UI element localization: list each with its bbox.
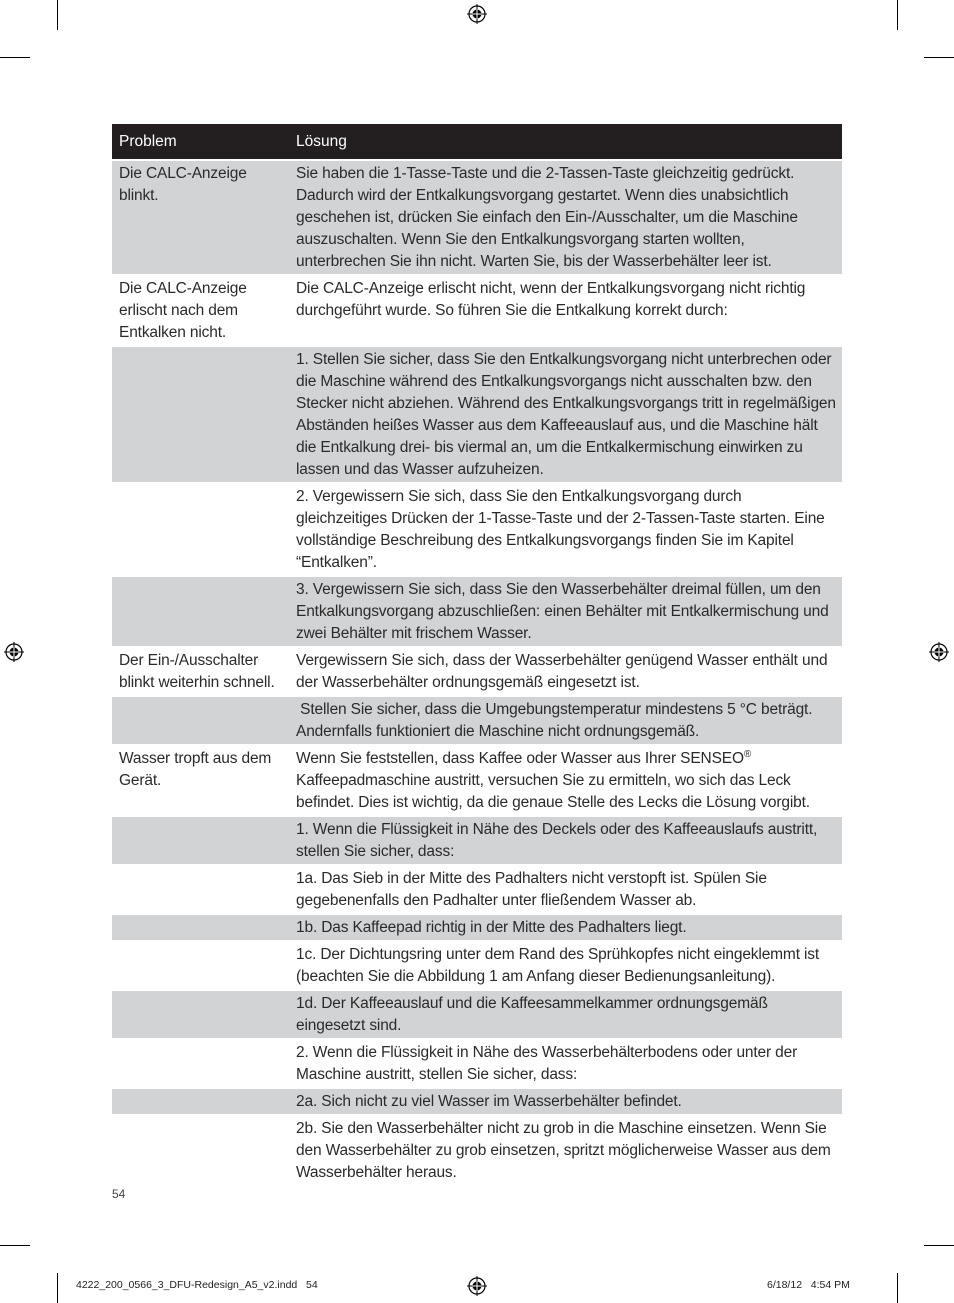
table-row [112,275,842,346]
table-row [112,160,842,275]
troubleshooting-table-container [112,124,842,1187]
solution-cell: 2b. Sie den Wasserbehälter nicht zu grob in die Maschine einsetzen. Wenn Sie den Wasserbehälter zu grob einsetzen, spritzt möglicherweise Wasser aus dem Wasserbehälter heraus. [289,1115,842,1186]
crop-mark [0,1245,30,1246]
problem-cell [112,914,289,941]
crop-mark [924,1245,954,1246]
table-row [112,346,842,483]
column-header-solution: Lösung [289,124,842,160]
solution-cell: Vergewissern Sie sich, dass der Wasserbehälter genügend Wasser enthält und der Wasserbehälter ordnungsgemäß eingesetzt ist. [289,647,842,696]
problem-cell: Die CALC-Anzeige blinkt. [112,160,289,275]
solution-cell: Sie haben die 1-Tasse-Taste und die 2-Tassen-Taste gleichzeitig gedrückt. Dadurch wird der Entkalkungsvorgang gestartet. Wenn dies unabsichtlich geschehen ist, drücken Sie einfach den Ein-/Ausschalter, um die Maschine auszuschalten. Wenn Sie den Entkalkungsvorgang starten wollten, unterbrechen Sie ihn nicht. Warten Sie, bis der Wasserbehälter leer ist. [289,160,842,275]
problem-cell [112,576,289,647]
problem-cell [112,483,289,576]
crop-mark [57,1273,58,1303]
solution-cell: 1. Wenn die Flüssigkeit in Nähe des Deckels oder des Kaffeeauslaufs austritt, stellen Sie sicher, dass: [289,816,842,865]
registration-mark-icon [929,642,949,662]
table-row [112,1115,842,1186]
solution-text: Wenn Sie feststellen, dass Kaffee oder Wasser aus Ihrer SENSEO [296,750,744,767]
solution-cell: 1. Stellen Sie sicher, dass Sie den Entkalkungsvorgang nicht unterbrechen oder die Maschine während des Entkalkungsvorgangs nicht ausschalten bzw. den Stecker nicht abziehen. Während des Entkalkungsvorgangs tritt in regelmäßigen Abständen heißes Wasser aus dem Kaffeeauslauf aus, und die Maschine hält die Entkalkung drei- bis viermal an, um die Entkalkermischung einwirken zu lassen und das Wasser aufzuheizen. [289,346,842,483]
solution-cell: 2. Vergewissern Sie sich, dass Sie den Entkalkungsvorgang durch gleichzeitiges Drücken der 1-Tasse-Taste und der 2-Tassen-Taste starten. Eine vollständige Beschreibung des Entkalkungsvorgangs finden Sie im Kapitel “Entkalken”. [289,483,842,576]
table-row [112,990,842,1039]
table-row [112,1039,842,1088]
table-header-row [112,124,842,160]
solution-cell: Die CALC-Anzeige erlischt nicht, wenn der Entkalkungsvorgang nicht richtig durchgeführt wurde. So führen Sie die Entkalkung korrekt durch: [289,275,842,346]
table-row [112,816,842,865]
problem-cell [112,990,289,1039]
print-slug-file: 4222_200_0566_3_DFU-Redesign_A5_v2.indd 54 [76,1279,318,1291]
registration-mark-icon [467,4,487,24]
crop-mark [924,57,954,58]
problem-cell [112,346,289,483]
solution-text: Kaffeepadmaschine austritt, versuchen Sie zu ermitteln, wo sich das Leck befindet. Dies ist wichtig, da die genaue Stelle des Lecks die Lösung vorgibt. [296,772,810,811]
problem-cell: Der Ein-/Ausschalter blinkt weiterhin schnell. [112,647,289,696]
table-row [112,941,842,990]
crop-mark [0,57,30,58]
registration-mark-icon [4,642,24,662]
solution-cell: 2a. Sich nicht zu viel Wasser im Wasserbehälter befindet. [289,1088,842,1115]
solution-cell: 1c. Der Dichtungsring unter dem Rand des Sprühkopfes nicht eingeklemmt ist (beachten Sie die Abbildung 1 am Anfang dieser Bedienungsanleitung). [289,941,842,990]
table-row [112,696,842,745]
column-header-problem: Problem [112,124,289,160]
table-row [112,914,842,941]
problem-cell [112,1115,289,1186]
table-row [112,483,842,576]
table-row [112,1088,842,1115]
solution-cell [289,745,842,816]
problem-cell [112,941,289,990]
crop-mark [897,0,898,30]
table-row [112,745,842,816]
registered-mark: ® [743,748,752,760]
solution-cell: 1b. Das Kaffeepad richtig in der Mitte des Padhalters liegt. [289,914,842,941]
troubleshooting-table [112,124,842,1187]
page-number: 54 [112,1187,126,1201]
solution-cell: 1a. Das Sieb in der Mitte des Padhalters nicht verstopft ist. Spülen Sie gegebenenfalls den Padhalter unter fließendem Wasser ab. [289,865,842,914]
print-slug-date: 6/18/12 4:54 PM [767,1279,850,1291]
problem-cell [112,1039,289,1088]
table-row [112,647,842,696]
solution-cell: 1d. Der Kaffeeauslauf und die Kaffeesammelkammer ordnungsgemäß eingesetzt sind. [289,990,842,1039]
problem-cell [112,1088,289,1115]
table-row [112,576,842,647]
solution-cell: 2. Wenn die Flüssigkeit in Nähe des Wasserbehälterbodens oder unter der Maschine austritt, stellen Sie sicher, dass: [289,1039,842,1088]
problem-cell [112,865,289,914]
problem-cell [112,816,289,865]
crop-mark [57,0,58,30]
problem-cell [112,696,289,745]
solution-cell: Stellen Sie sicher, dass die Umgebungstemperatur mindestens 5 °C beträgt. Andernfalls funktioniert die Maschine nicht ordnungsgemäß. [289,696,842,745]
problem-cell: Die CALC-Anzeige erlischt nach dem Entkalken nicht. [112,275,289,346]
solution-cell: 3. Vergewissern Sie sich, dass Sie den Wasserbehälter dreimal füllen, um den Entkalkungsvorgang abzuschließen: einen Behälter mit Entkalkermischung und zwei Behälter mit frischem Wasser. [289,576,842,647]
table-row [112,865,842,914]
crop-mark [897,1273,898,1303]
registration-mark-icon [467,1276,487,1296]
problem-cell: Wasser tropft aus dem Gerät. [112,745,289,816]
